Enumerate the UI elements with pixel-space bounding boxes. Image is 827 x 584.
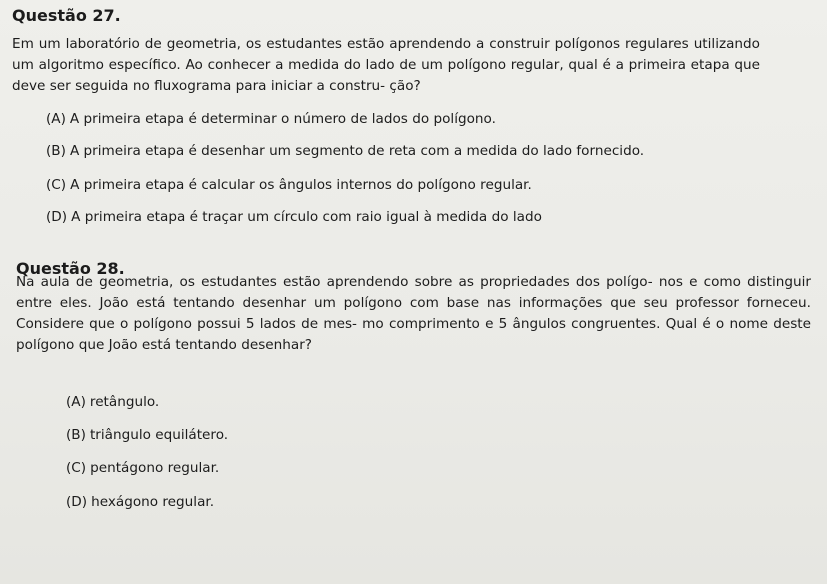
question-28-option-d	[66, 492, 214, 512]
option-letter: (D)	[46, 209, 68, 225]
question-27-option-c	[46, 175, 532, 195]
option-text: triângulo equilátero.	[89, 427, 229, 443]
question-28-option-a	[66, 392, 159, 412]
option-letter: (C)	[46, 177, 67, 193]
option-text: hexágono regular.	[91, 494, 215, 510]
question-28-option-b	[66, 425, 228, 445]
option-letter: (C)	[66, 460, 87, 476]
option-text: retângulo.	[89, 394, 160, 410]
option-letter: (A)	[66, 394, 86, 410]
question-28-title: Questão 28.	[16, 259, 125, 278]
option-letter: (B)	[66, 427, 86, 443]
option-text: pentágono regular.	[90, 460, 220, 476]
question-27-title: Questão 27.	[12, 6, 121, 25]
option-text: A primeira etapa é determinar o número de lados do polígono.	[69, 111, 496, 127]
option-letter: (A)	[46, 111, 66, 127]
question-28-option-c	[66, 458, 219, 478]
option-letter: (D)	[66, 494, 88, 510]
question-28-stem: Na aula de geometria, os estudantes estão aprendendo sobre as propriedades dos polígo- nos e como distinguir entre eles. João está tentando desenhar um polígono com base nas informações que seu professor forneceu. Considere que o polígono possui 5 lados de mes- mo comprimento e 5 ângulos congruentes. Qual é o nome deste polígono que João está tentando desenhar?	[16, 274, 811, 353]
question-27-option-b	[46, 141, 644, 161]
option-letter: (B)	[46, 143, 66, 159]
option-text: A primeira etapa é desenhar um segmento de reta com a medida do lado fornecido.	[69, 143, 645, 159]
question-27-option-a	[46, 109, 496, 129]
question-27-option-d	[46, 207, 542, 227]
option-text: A primeira etapa é calcular os ângulos internos do polígono regular.	[70, 177, 532, 193]
option-text: A primeira etapa é traçar um círculo com raio igual à medida do lado	[71, 209, 542, 225]
question-27-stem: Em um laboratório de geometria, os estudantes estão aprendendo a construir polígonos regulares utilizando um algoritmo específico. Ao conhecer a medida do lado de um polígono regular, qual é a primeira etapa que deve ser seguida no fluxograma para iniciar a constru- ção?	[12, 36, 760, 94]
